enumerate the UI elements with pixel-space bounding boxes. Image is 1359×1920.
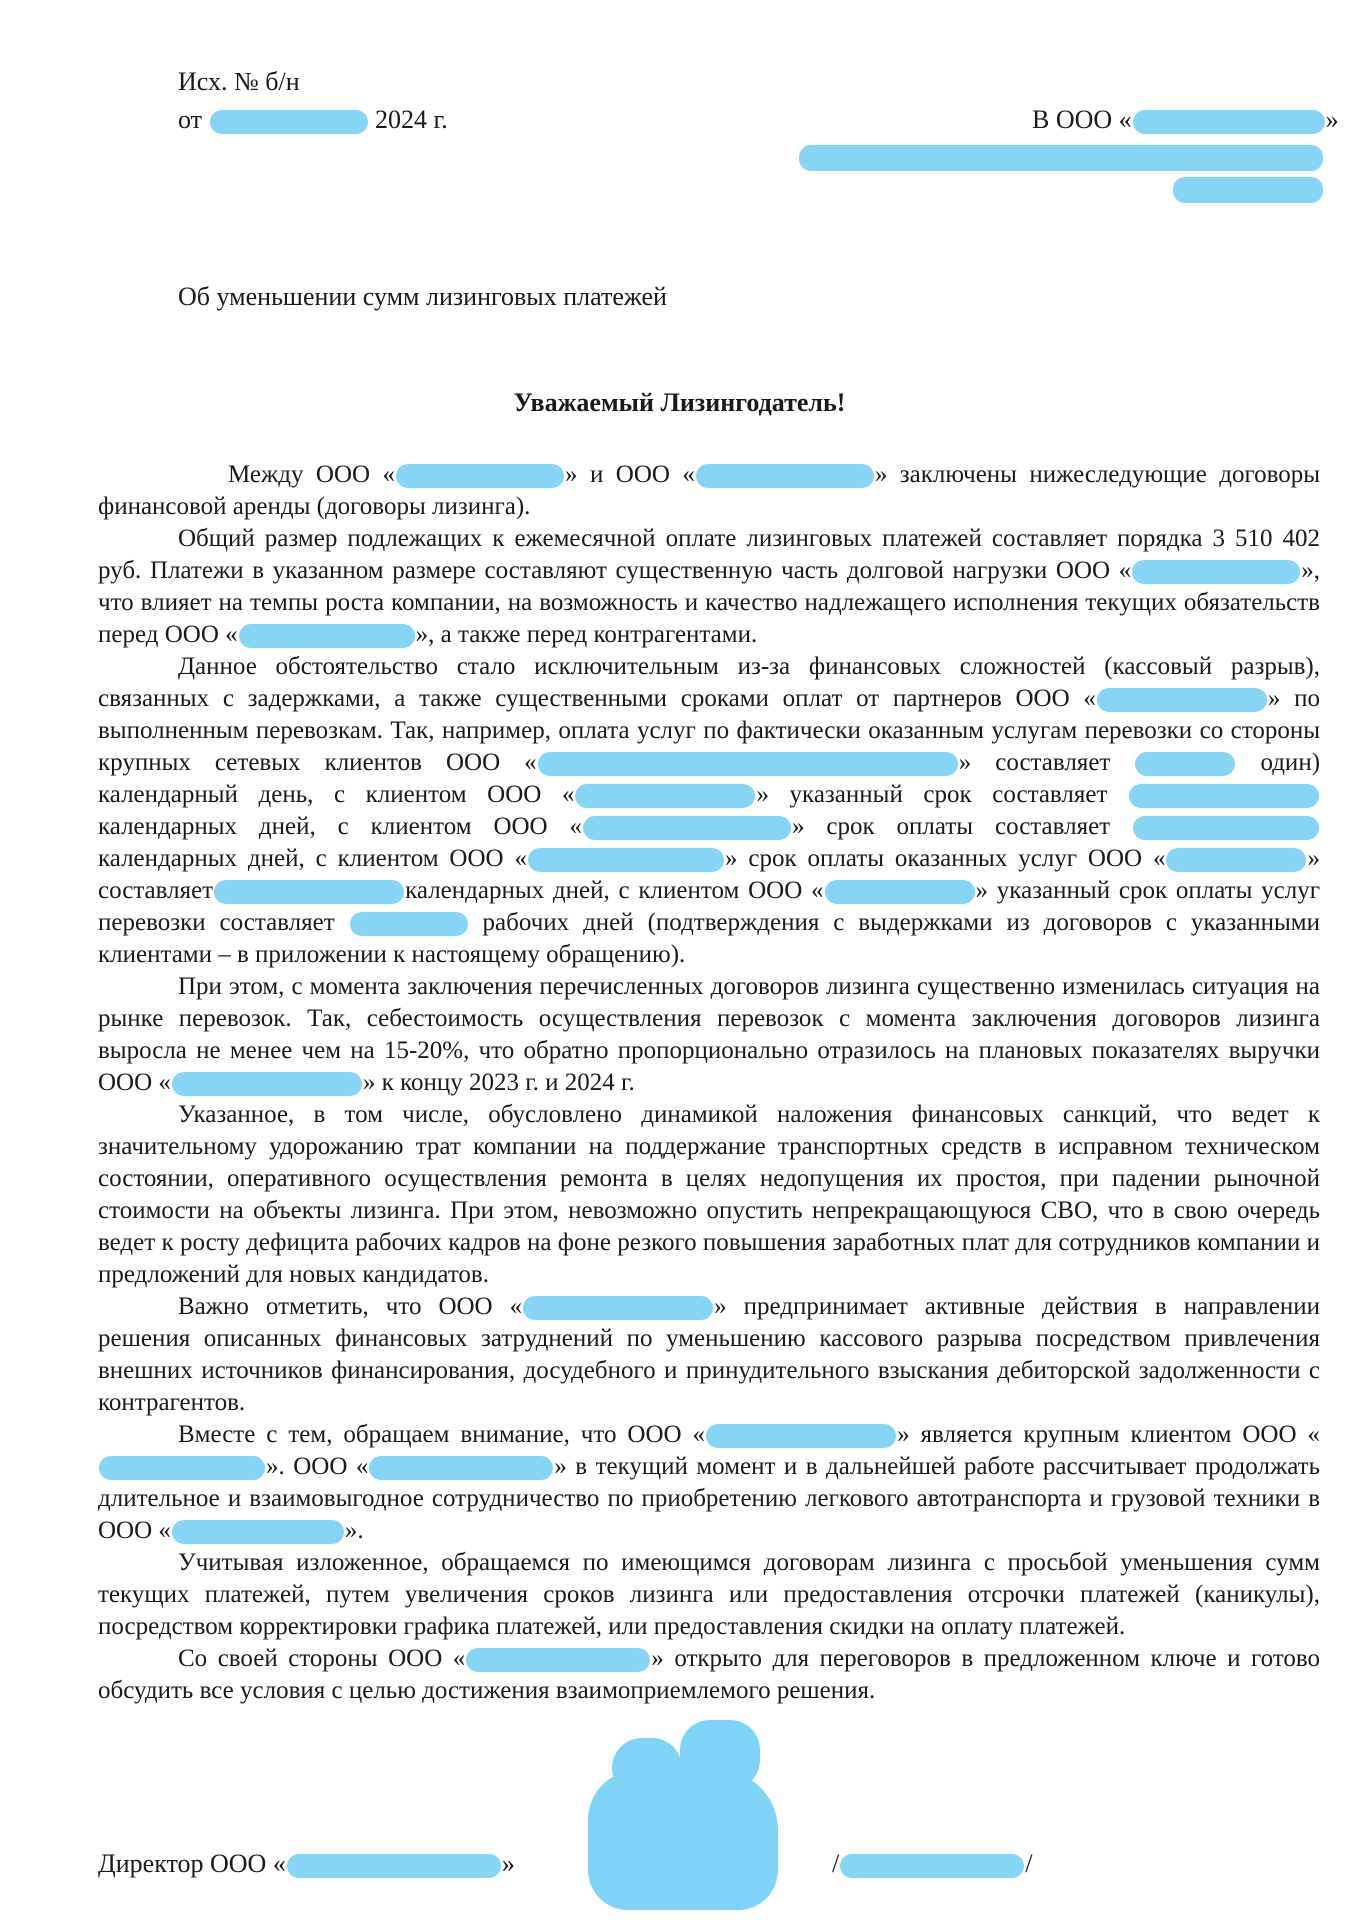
- body-text-run: календарных дней, с клиентом ООО «: [98, 813, 583, 840]
- paragraph-1: [98, 459, 1320, 523]
- redaction-mark: [210, 110, 368, 134]
- signature-redaction: [612, 1738, 682, 1798]
- body-text-run: рабочих дней (подтверждения с выдержками из договоров с указанными клиентами – в приложении к настоящему обращению).: [98, 909, 1320, 968]
- redaction-mark: [799, 145, 1323, 171]
- redaction-mark: [825, 880, 975, 904]
- body-text-run: Вместе с тем, обращаем внимание, что ООО «: [178, 1421, 706, 1448]
- body-text-run: Учитывая изложенное, обращаемся по имеющимся договорам лизинга с просьбой уменьшения сумм текущих платежей, путем увеличения сроков лизинга или предоставления отсрочки платежей (каникулы), посредством корректировки графика платежей, или предоставления скидки на оплату платежей.: [98, 1549, 1320, 1640]
- paragraph-3: [98, 651, 1320, 971]
- redaction-mark: [1129, 784, 1319, 808]
- redaction-mark: [99, 1456, 265, 1480]
- body-text-run: » является крупным клиентом ООО «: [897, 1421, 1321, 1448]
- redaction-mark: [1166, 848, 1306, 872]
- redaction-mark: [528, 848, 724, 872]
- body-text-run: » открыто для переговоров в предложенном ключе и готово обсудить все условия с целью достижения взаимоприемлемого решения.: [98, 1645, 1321, 1704]
- address-line-1: [798, 140, 1324, 172]
- body-text-run: » по выполненным перевозкам. Так, например, оплата услуг по фактически оказанным услугам перевозки со стороны крупных сетевых клиентов ООО «: [98, 685, 1320, 776]
- redaction-mark: [1097, 688, 1267, 712]
- paragraph-9: [98, 1643, 1320, 1707]
- body-text-run: » и ООО «: [565, 461, 695, 488]
- redaction-mark: [1135, 752, 1235, 776]
- body-text-run: ». ООО «: [266, 1453, 369, 1480]
- signature-redaction: [680, 1720, 760, 1790]
- redaction-mark: [287, 1854, 501, 1878]
- paragraph-4: [98, 971, 1320, 1099]
- body-text-run: Со своей стороны ООО «: [178, 1645, 466, 1672]
- body-text-run: календарных дней, с клиентом ООО «: [98, 845, 527, 872]
- outgoing-ref: Исх. № б/н: [178, 67, 300, 96]
- body-text-run: », а также перед контрагентами.: [415, 621, 758, 648]
- body-text-run: » предпринимает активные действия в направлении решения описанных финансовых затруднений по уменьшению кассового разрыва посредством привлечения внешних источников финансирования, досудебного и принудительного взыскания дебиторской задолженности с контрагентов.: [98, 1293, 1320, 1416]
- body-text-run: », что влияет на темпы роста компании, на возможность и качество надлежащего исполнения текущих обязательств перед ООО «: [98, 557, 1320, 648]
- redaction-mark: [466, 1648, 650, 1672]
- body-text-run: При этом, с момента заключения перечисленных договоров лизинга существенно изменилась ситуация на рынке перевозок. Так, себестоимость осуществления перевозок с момента заключения договоров лизинга выросла не менее чем на 15-20%, что обратно пропорционально отразилось на плановых показателях выручки ООО «: [98, 973, 1320, 1096]
- redaction-mark: [350, 912, 468, 936]
- redaction-mark: [214, 880, 404, 904]
- body-text-run: Общий размер подлежащих к ежемесячной оплате лизинговых платежей составляет порядка 3 510 402 руб. Платежи в указанном размере составляют существенную часть долговой нагрузки ООО «: [98, 525, 1320, 584]
- body-text-run: Важно отметить, что ООО «: [178, 1293, 523, 1320]
- redaction-mark: [1173, 177, 1323, 203]
- redaction-mark: [239, 624, 415, 648]
- body-text-run: » к концу 2023 г. и 2024 г.: [362, 1069, 635, 1096]
- body-text-run: Указанное, в том числе, обусловлено динамикой наложения финансовых санкций, что ведет к значительному удорожанию трат компании на поддержание транспортных средств в исправном техническом состоянии, оперативного осуществления ремонта в целях недопущения их простоя, при падении рыночной стоимости на объекты лизинга. При этом, невозможно опустить непрекращающуюся СВО, что в свою очередь ведет к росту дефицита рабочих кадров на фоне резкого повышения заработных плат для сотрудников компании и предложений для новых кандидатов.: [98, 1101, 1320, 1288]
- signature-redaction: [588, 1770, 778, 1910]
- body-text-run: » в текущий момент и в дальнейшей работе рассчитывает продолжать длительное и взаимовыгодное сотрудничество по приобретению легкового автотранспорта и грузовой техники в ООО «: [98, 1453, 1320, 1544]
- body-text-run: » срок оплаты оказанных услуг ООО «: [724, 845, 1166, 872]
- redaction-mark: [583, 816, 791, 840]
- redaction-mark: [1132, 560, 1300, 584]
- body-text-run: Данное обстоятельство стало исключительным из-за финансовых сложностей (кассовый разрыв), связанных с задержками, а также существенными сроками оплат от партнеров ООО «: [98, 653, 1320, 712]
- paragraph-2: [98, 523, 1320, 651]
- body-text-run: » указанный срок составляет: [756, 781, 1108, 808]
- redaction-mark: [396, 464, 564, 488]
- body-text-run: » срок оплаты составляет: [792, 813, 1111, 840]
- body-text-run: » указанный срок оплаты услуг перевозки составляет: [98, 877, 1320, 936]
- redaction-mark: [1133, 816, 1319, 840]
- body-text-run: Между ООО «: [228, 461, 396, 488]
- redaction-mark: [696, 464, 874, 488]
- redaction-mark: [172, 1520, 344, 1544]
- redaction-mark: [575, 784, 755, 808]
- redaction-mark: [706, 1424, 896, 1448]
- redaction-mark: [172, 1072, 362, 1096]
- salutation: Уважаемый Лизингодатель!: [513, 388, 846, 417]
- paragraph-5: [98, 1099, 1320, 1291]
- body-text-run: » заключены нижеследующие договоры финансовой аренды (договоры лизинга).: [98, 461, 1321, 520]
- letter-subject: Об уменьшении сумм лизинговых платежей: [178, 282, 667, 311]
- redaction-mark: [1133, 110, 1325, 134]
- redaction-mark: [523, 1296, 713, 1320]
- paragraph-7: [98, 1419, 1320, 1547]
- letter-body: [98, 459, 1320, 1707]
- signature-line: Директор ООО « »: [98, 1849, 515, 1878]
- paragraph-6: [98, 1291, 1320, 1419]
- redaction-mark: [369, 1456, 553, 1480]
- body-text-run: » составляет: [98, 845, 1320, 904]
- redaction-mark: [840, 1854, 1024, 1878]
- addressee: В ООО « »: [1032, 105, 1339, 134]
- signatory-name: / /: [832, 1849, 1033, 1878]
- body-text-run: один) календарный день, с клиентом ООО «: [98, 749, 1321, 808]
- body-text-run: » составляет: [958, 749, 1111, 776]
- letter-date: от 2024 г.: [178, 105, 448, 134]
- body-text-run: календарных дней, с клиентом ООО «: [405, 877, 824, 904]
- paragraph-8: [98, 1547, 1320, 1643]
- redaction-mark: [538, 752, 958, 776]
- body-text-run: ».: [344, 1517, 364, 1544]
- address-line-2: [1172, 172, 1324, 204]
